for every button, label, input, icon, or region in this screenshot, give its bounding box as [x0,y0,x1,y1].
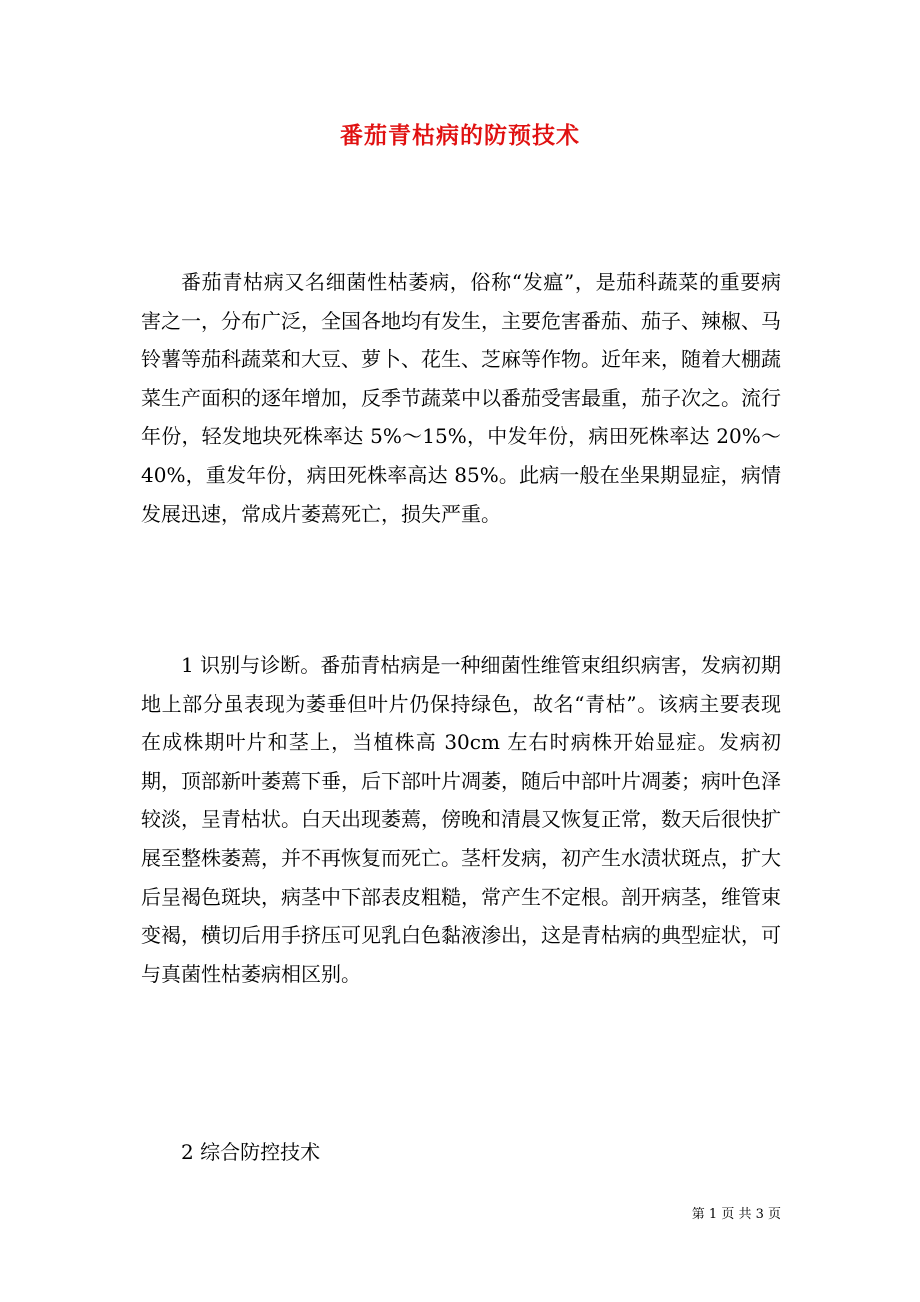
paragraph-intro: 番茄青枯病又名细菌性枯萎病，俗称“发瘟”，是茄科蔬菜的重要病害之一，分布广泛，全国各地均有发生，主要危害番茄、茄子、辣椒、马铃薯等茄科蔬菜和大豆、萝卜、花生、芝麻等作物。近年来，随着大棚蔬菜生产面积的逐年增加，反季节蔬菜中以番茄受害最重，茄子次之。流行年份，轻发地块死株率达 5%～15%，中发年份，病田死株率达 20%～40%，重发年份，病田死株率高达 85%。此病一般在坐果期显症，病情发展迅速，常成片萎蔫死亡，损失严重。 [141,270,781,526]
page-number-footer: 第 1 页 共 3 页 [691,1207,781,1222]
section-heading-control-techniques: 2 综合防控技术 [181,1140,321,1164]
paragraph-identification-diagnosis: 1 识别与诊断。番茄青枯病是一种细菌性维管束组织病害，发病初期地上部分虽表现为萎垂但叶片仍保持绿色，故名“青枯”。该病主要表现在成株期叶片和茎上，当植株高 30cm 左右时病株开始显症。发病初期，顶部新叶萎蔫下垂，后下部叶片凋萎，随后中部叶片凋萎；病叶色泽较淡，呈青枯状。白天出现萎蔫，傍晚和清晨又恢复正常，数天后很快扩展至整株萎蔫，并不再恢复而死亡。茎杆发病，初产生水渍状斑点，扩大后呈褐色斑块，病茎中下部表皮粗糙，常产生不定根。剖开病茎，维管束变褐，横切后用手挤压可见乳白色黏液渗出，这是青枯病的典型症状，可与真菌性枯萎病相区别。 [141,653,781,986]
document-title: 番茄青枯病的防预技术 [340,122,580,149]
